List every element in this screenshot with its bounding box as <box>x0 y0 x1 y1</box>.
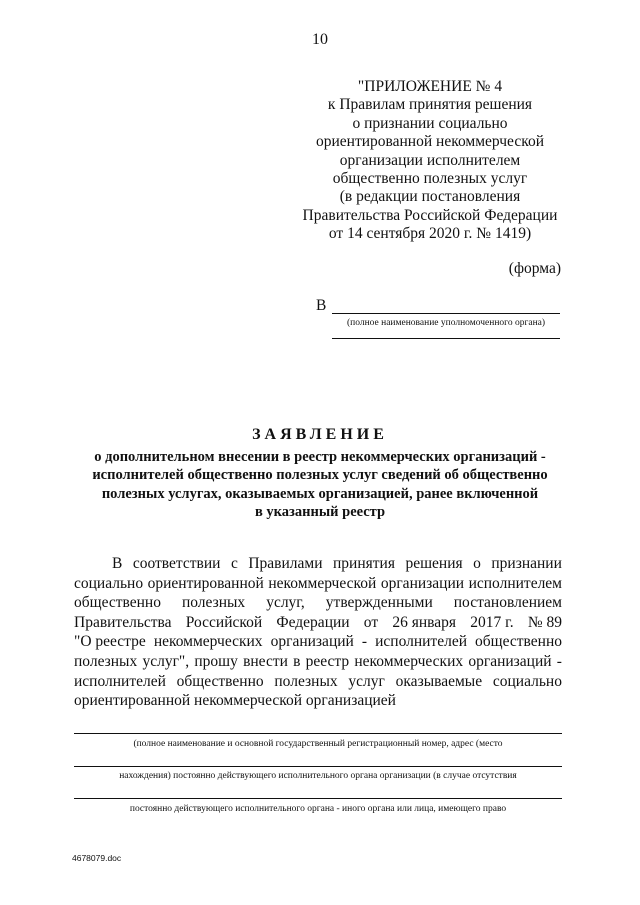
addressee-caption: (полное наименование уполномоченного органа) <box>346 318 546 328</box>
body-word: организации <box>380 574 465 592</box>
organization-caption-2: нахождения) постоянно действующего исполнительного органа организации (в случае отсутствия <box>119 771 517 781</box>
body-word: Российской <box>185 613 263 631</box>
body-line <box>74 613 562 633</box>
body-word: Правилами <box>248 555 323 572</box>
document-code: 4678079.doc <box>72 853 122 863</box>
body-word: прошу <box>194 652 238 670</box>
body-word: исполнителей <box>74 672 166 690</box>
body-word: В <box>112 555 123 572</box>
appendix-line: ориентированной некоммерческой <box>315 133 544 151</box>
body-line <box>74 632 562 652</box>
subtitle-line: в указанный реестр <box>254 504 386 521</box>
addressee-prefix: В <box>316 297 327 314</box>
body-word: исполнителей <box>375 633 467 651</box>
body-word: полезных <box>74 652 138 670</box>
appendix-line: (в редакции постановления <box>339 188 521 206</box>
body-word: "О реестре <box>74 633 146 651</box>
body-word: социально <box>74 574 144 592</box>
organization-fill-line-3 <box>74 798 562 799</box>
body-word: внести <box>243 652 288 670</box>
body-word: реестр <box>305 652 350 670</box>
body-line <box>74 652 562 672</box>
body-line <box>74 554 562 574</box>
body-word: услуг, <box>266 594 305 612</box>
body-word: Федерации <box>276 613 350 631</box>
subtitle-line: исполнителей общественно полезных услуг сведений об общественно <box>92 467 548 484</box>
body-line <box>74 593 562 613</box>
body-word: услуг", <box>142 652 190 670</box>
body-word: о <box>473 555 481 572</box>
body-word: общественно <box>74 594 161 612</box>
body-word: признании <box>491 555 562 572</box>
body-word: общественно <box>176 672 264 690</box>
body-word: в <box>293 652 301 670</box>
body-word: постановлением <box>453 594 562 612</box>
body-word: 2017 г. <box>470 613 514 631</box>
body-word: 26 января <box>392 613 457 631</box>
body-word: Правительства <box>74 613 172 631</box>
form-label: (форма) <box>508 260 561 277</box>
body-paragraph <box>74 554 562 711</box>
body-line <box>74 672 562 692</box>
body-word: № 89 <box>527 613 562 631</box>
appendix-line: "ПРИЛОЖЕНИЕ № 4 <box>357 78 503 95</box>
document-subtitle <box>70 448 570 522</box>
appendix-line: организации исполнителем <box>339 151 521 169</box>
organization-fill-line-2 <box>74 766 562 767</box>
appendix-line: от 14 сентября 2020 г. № 1419) <box>328 225 532 243</box>
page-number: 10 <box>312 31 328 48</box>
organization-caption-3: постоянно действующего исполнительного органа - иного органа или лица, имеющего право <box>129 804 507 814</box>
body-word: организаций <box>468 652 552 670</box>
body-word: принятия <box>332 555 395 572</box>
appendix-line: к Правилам принятия решения <box>327 96 533 114</box>
body-word: общественно <box>475 633 562 651</box>
body-word: некоммерческих <box>354 652 464 670</box>
document-title: ЗАЯВЛЕНИЕ <box>252 426 388 443</box>
body-word: исполнителем <box>468 574 562 592</box>
addressee-fill-line <box>332 313 560 314</box>
body-word: соответствии <box>132 555 221 572</box>
organization-caption-1: (полное наименование и основной государственный регистрационный номер, адрес (место <box>133 739 503 749</box>
body-word: утвержденными <box>325 594 433 612</box>
appendix-line: общественно полезных услуг <box>332 170 528 188</box>
addressee-fill-line-2 <box>332 338 560 339</box>
subtitle-line: о дополнительном внесении в реестр некоммерческих организаций - <box>94 449 546 465</box>
body-word: ориентированной <box>147 574 264 592</box>
body-word: решения <box>405 555 463 572</box>
body-word: услуг <box>348 672 385 690</box>
body-word: от <box>363 613 379 631</box>
subtitle-line: полезных услугах, оказываемых организацией, ранее включенной <box>101 485 539 502</box>
body-word: социально <box>492 672 562 690</box>
body-word: - <box>361 633 368 651</box>
body-word: с <box>230 555 238 572</box>
body-word: оказываемые <box>395 672 483 690</box>
body-word: - <box>556 652 562 670</box>
body-word: некоммерческих <box>153 633 263 651</box>
appendix-block <box>300 78 560 244</box>
appendix-line: о признании социально <box>352 114 508 132</box>
body-last-line: ориентированной некоммерческой организацией <box>74 692 396 710</box>
body-word: полезных <box>274 672 338 690</box>
body-word: полезных <box>181 594 246 612</box>
body-word: некоммерческой <box>268 574 377 592</box>
appendix-line: Правительства Российской Федерации <box>302 206 558 224</box>
body-line <box>74 574 562 594</box>
body-word: организаций <box>270 633 354 651</box>
organization-fill-line-1 <box>74 733 562 734</box>
